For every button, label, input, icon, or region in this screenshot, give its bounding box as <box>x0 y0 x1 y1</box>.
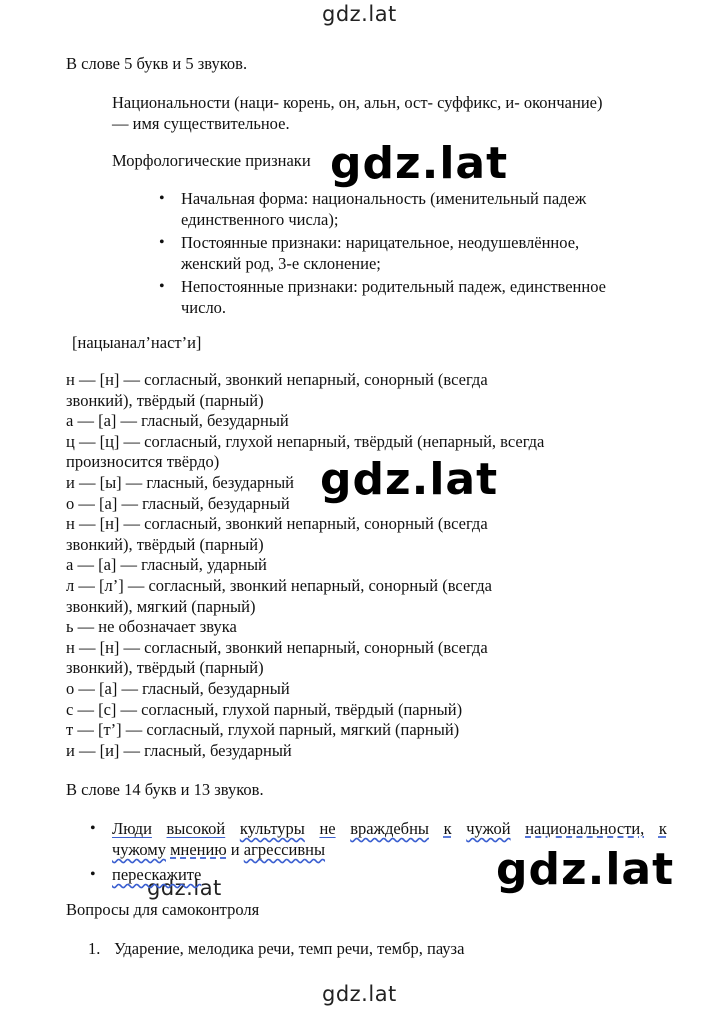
watermark-big-1: gdz.lat <box>330 138 509 189</box>
phonetic-line: и — [и] — гласный, безударный <box>66 740 292 760</box>
watermark-top: gdz.lat <box>322 2 397 26</box>
list-item-line: женский род, 3-е склонение; <box>181 254 381 273</box>
list-item-line: Начальная форма: национальность (именительный падеж <box>181 189 587 208</box>
sentence-word: к <box>443 819 452 838</box>
answer-text: Ударение, мелодика речи, темп речи, тембр, пауза <box>114 939 465 958</box>
morph-features-list <box>159 188 606 318</box>
answer-item <box>88 938 464 959</box>
bullet-icon: • <box>159 190 165 207</box>
phonetic-line: а — [а] — гласный, безударный <box>66 411 289 431</box>
list-item <box>159 188 606 230</box>
sentence-list <box>90 818 667 884</box>
morpheme-line-2: — имя существительное. <box>112 114 290 133</box>
bullet-icon: • <box>90 820 96 837</box>
morph-heading: Морфологические признаки <box>112 151 311 170</box>
answer-number: 1. <box>88 939 101 958</box>
sentence-word: агрессивны <box>243 840 326 859</box>
phonetic-line: н — [н] — согласный, звонкий непарный, сонорный (всегда <box>66 370 488 389</box>
list-item <box>90 864 667 884</box>
phonetic-line: звонкий), твёрдый (парный) <box>66 390 264 410</box>
sentence-word: чужому <box>112 840 166 859</box>
watermark-big-3: gdz.lat <box>496 844 675 895</box>
list-item-line: Постоянные признаки: нарицательное, неодушевлённое, <box>181 233 580 252</box>
phonetic-line: звонкий), твёрдый (парный) <box>66 658 264 678</box>
morpheme-line-1: Национальности (наци- корень, он, альн, ост- суффикс, и- окончание) <box>112 93 603 112</box>
sentence-word: мнению <box>170 840 227 859</box>
phonetic-line: и — [ы] — гласный, безударный <box>66 472 295 492</box>
bullet-icon: • <box>159 278 165 295</box>
retell-text: перескажите <box>112 865 202 884</box>
watermark-bottom: gdz.lat <box>322 982 397 1006</box>
sentence-line-1 <box>112 818 667 839</box>
phonetic-line: н — [н] — согласный, звонкий непарный, сонорный (всегда <box>66 514 488 534</box>
sentence-word: к <box>658 819 667 838</box>
phonetic-line: звонкий), твёрдый (парный) <box>66 534 264 554</box>
sentence-word: национальности, <box>525 819 645 838</box>
list-item-line: число. <box>181 298 227 317</box>
phonetic-line: произносится твёрдо) <box>66 452 220 472</box>
sentence-word: и <box>230 840 240 859</box>
list-item <box>159 232 606 274</box>
list-item <box>159 276 606 318</box>
sentence-word: не <box>319 819 336 838</box>
watermark-small-mid: gdz.lat <box>147 876 222 900</box>
sentence-word: враждебны <box>350 819 429 838</box>
phonetic-line: т — [т’] — согласный, глухой парный, мягкий (парный) <box>66 720 460 740</box>
phonetic-analysis <box>66 370 544 761</box>
list-item-line: Непостоянные признаки: родительный падеж, единственное <box>181 277 606 296</box>
phonetic-line: с — [с] — согласный, глухой парный, твёрдый (парный) <box>66 699 463 719</box>
phonetic-line: ц — [ц] — согласный, глухой непарный, твёрдый (непарный, всегда <box>66 431 545 451</box>
phonetic-line: о — [а] — гласный, безударный <box>66 493 290 513</box>
bullet-icon: • <box>159 234 165 251</box>
intro-text: В слове 5 букв и 5 звуков. <box>66 54 248 73</box>
sentence-word: чужой <box>466 819 511 838</box>
sentence-line-2 <box>112 839 667 860</box>
sentence-word: Люди <box>112 819 152 838</box>
phonetic-line: звонкий), мягкий (парный) <box>66 596 256 616</box>
phonetic-line: ь — не обозначает звука <box>66 617 237 637</box>
transcription: [нацыанал’наст’и] <box>72 333 202 352</box>
sentence-word: культуры <box>239 819 305 838</box>
watermark-big-2: gdz.lat <box>320 454 499 505</box>
phonetic-line: о — [а] — гласный, безударный <box>66 678 290 698</box>
phonetic-line: н — [н] — согласный, звонкий непарный, сонорный (всегда <box>66 637 488 657</box>
phonetic-line: а — [а] — гласный, ударный <box>66 555 267 575</box>
bullet-icon: • <box>90 866 96 883</box>
questions-heading: Вопросы для самоконтроля <box>66 900 260 919</box>
phonetic-line: л — [л’] — согласный, звонкий непарный, сонорный (всегда <box>66 575 492 595</box>
list-item-line: единственного числа); <box>181 210 339 229</box>
summary-text: В слове 14 букв и 13 звуков. <box>66 780 264 799</box>
list-item <box>90 818 667 860</box>
sentence-word: высокой <box>166 819 226 838</box>
